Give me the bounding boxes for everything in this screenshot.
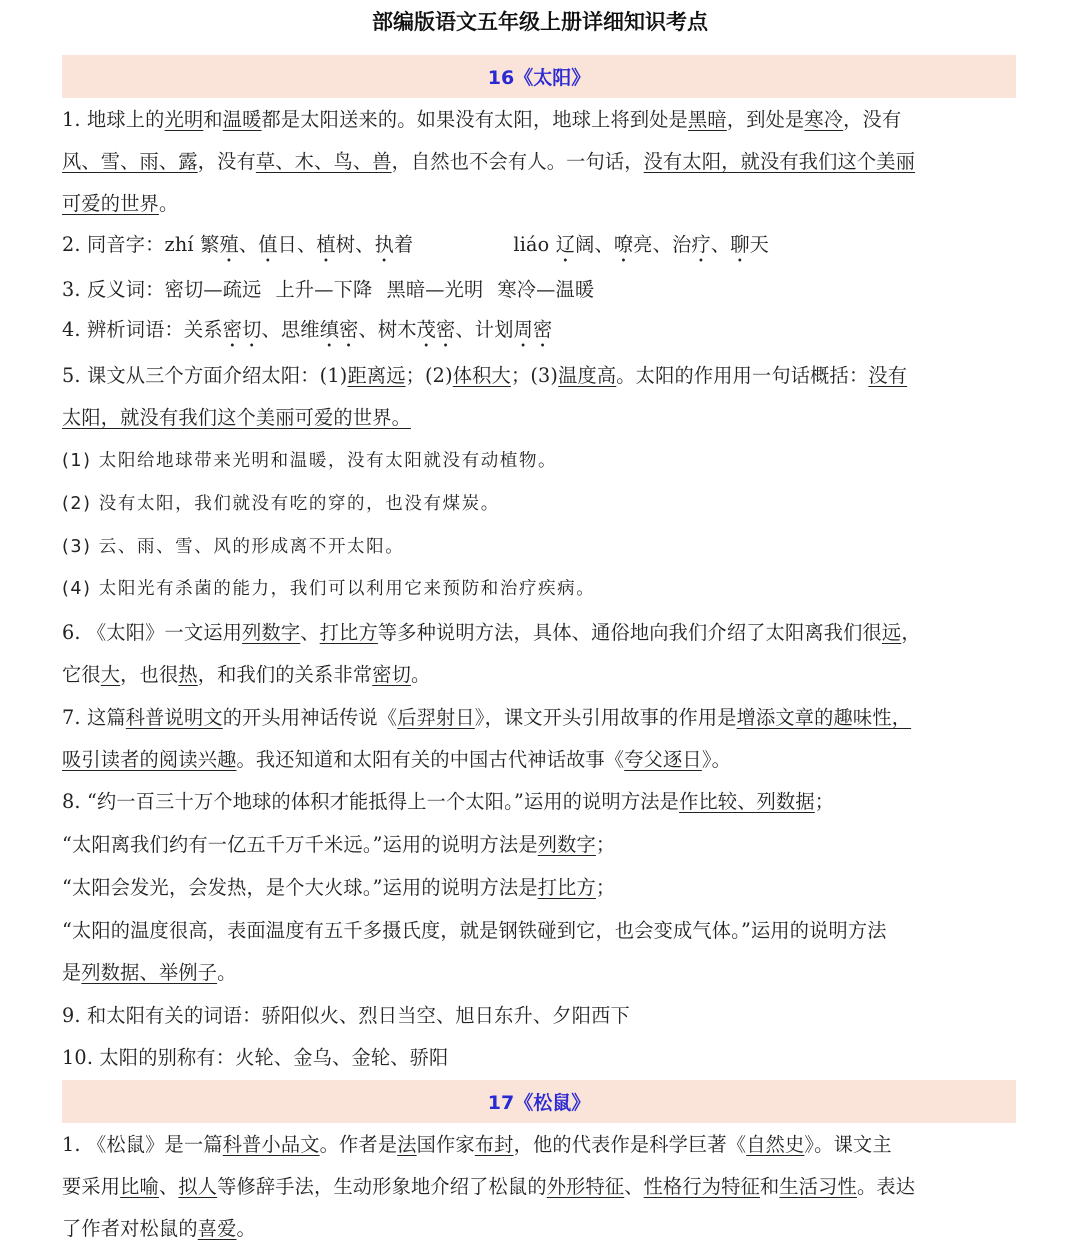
- antonym-pair: 黑暗—光明: [386, 278, 484, 301]
- text: 繁: [200, 233, 220, 256]
- text: 的开头用神话传说《: [222, 706, 398, 729]
- antonym-pair: 密切—疏远: [164, 278, 262, 301]
- item-6-line-2: [62, 661, 1022, 689]
- underlined-term: 黑暗: [688, 108, 727, 131]
- text: 着: [393, 233, 414, 256]
- underlined-term: 风、雪、雨、露: [62, 150, 198, 173]
- antonym-pair: 上升—下降: [275, 278, 373, 301]
- text: 。: [217, 961, 237, 984]
- underlined-term: 吸引读者的阅读兴趣: [62, 748, 237, 771]
- underlined-term: 后羿射日: [397, 706, 475, 729]
- text: 天: [749, 233, 770, 256]
- text: 7. 这篇: [62, 706, 126, 729]
- underlined-term: 热: [178, 663, 198, 686]
- underlined-term: 列数字: [537, 833, 596, 856]
- section-heading: 16《太阳》: [487, 67, 591, 89]
- item-5-sub-1: (1) 太阳给地球带来光明和温暖，没有太阳就没有动植物。: [62, 451, 558, 471]
- emphasized-char: 疗: [691, 233, 711, 256]
- item-8-line-2: [62, 831, 1022, 859]
- text: 2. 同音字：zhí: [62, 233, 201, 256]
- item-2-homophones: [62, 231, 1022, 267]
- text: “太阳会发光，会发热，是个大火球。”运用的说明方法是: [62, 876, 538, 899]
- underlined-term: 体积大: [452, 364, 511, 387]
- underlined-term: 法: [397, 1133, 417, 1156]
- underlined-term: 远: [881, 621, 902, 644]
- emphasized-word: 茂密: [416, 318, 456, 341]
- text: ，自然也不会有人。一句话，: [391, 150, 644, 173]
- text: ，到处是: [726, 108, 805, 131]
- text: 4. 辨析词语：: [62, 318, 184, 341]
- item-6-line-1: [62, 619, 1022, 647]
- item-1-line-2: [62, 148, 1022, 176]
- text: 。: [411, 663, 431, 686]
- underlined-term: 没有: [868, 364, 908, 387]
- item-5-sub-4: (4) 太阳光有杀菌的能力，我们可以利用它来预防和治疗疾病。: [62, 579, 596, 599]
- text: ，没有: [197, 150, 256, 173]
- item-10-sun-aliases: 10. 太阳的别称有：火轮、金乌、金轮、骄阳: [62, 1046, 449, 1069]
- underlined-term: 寒冷: [804, 108, 844, 131]
- section-header-17: [62, 1080, 1016, 1123]
- text: 等修辞手法，生动形象地介绍了松鼠的: [217, 1175, 547, 1198]
- text: 。: [236, 1217, 256, 1240]
- underlined-term: 可爱的世界: [62, 192, 159, 215]
- underlined-term: 增添文章的趣味性，: [736, 706, 912, 729]
- emphasized-char: 嘹: [613, 233, 634, 256]
- emphasized-word: 周密: [513, 318, 553, 341]
- emphasized-char: 执: [374, 233, 394, 256]
- emphasized-word: 缜密: [319, 318, 359, 341]
- text: 、: [238, 233, 259, 256]
- underlined-term: 列数字: [242, 621, 301, 644]
- item-5-line-1: [62, 362, 1022, 390]
- text: ，和我们的关系非常: [197, 663, 373, 686]
- emphasized-char: 殖: [219, 233, 239, 256]
- text: ；: [595, 833, 616, 856]
- text: ，也很: [120, 663, 179, 686]
- s17-item-1-line-1: [62, 1131, 1022, 1159]
- item-5-sub-2: (2) 没有太阳，我们就没有吃的穿的，也没有煤炭。: [62, 494, 500, 514]
- item-3-antonyms: [62, 276, 1022, 304]
- pinyin: liáo: [513, 233, 556, 256]
- item-4-word-analysis: [62, 316, 1022, 352]
- item-5-line-2: [62, 404, 1022, 432]
- text: 是: [62, 961, 82, 984]
- text: ；: [595, 876, 616, 899]
- text: 6. 《太阳》一文运用: [62, 621, 243, 644]
- text: 它很: [62, 663, 101, 686]
- underlined-term: 打比方: [537, 876, 596, 899]
- text: 、树木: [358, 318, 417, 341]
- s17-item-1-line-2: [62, 1173, 1022, 1201]
- text: 阔、: [575, 233, 614, 256]
- underlined-term: 列数据、举例子: [81, 961, 218, 984]
- item-8-line-3: [62, 874, 1022, 902]
- text: 等多种说明方法，具体、通俗地向我们介绍了太阳离我们很: [377, 621, 882, 644]
- underlined-term: 大: [100, 663, 121, 686]
- item-7-line-2: [62, 746, 1022, 774]
- text: ；(2): [405, 364, 453, 387]
- text: 。我还知道和太阳有关的中国古代神话故事《: [236, 748, 625, 771]
- document-title: 部编版语文五年级上册详细知识考点: [372, 9, 708, 34]
- underlined-term: 科普说明文: [125, 706, 223, 729]
- underlined-term: 比喻: [120, 1175, 159, 1198]
- text: ；: [814, 790, 835, 813]
- text: 。: [158, 192, 179, 215]
- text: 。作者是: [319, 1133, 398, 1156]
- item-5-sub-3: (3) 云、雨、雪、风的形成离不开太阳。: [62, 537, 405, 557]
- text: 、: [158, 1175, 179, 1198]
- underlined-term: 科普小品文: [222, 1133, 320, 1156]
- text: 》。: [701, 748, 731, 771]
- item-8-line-5: [62, 959, 1022, 987]
- underlined-term: 草、木、鸟、兽: [255, 150, 392, 173]
- text: 亮、治: [633, 233, 692, 256]
- text: 。表达: [856, 1175, 916, 1198]
- text: “太阳的温度很高，表面温度有五千多摄氏度，就是钢铁碰到它，也会变成气体。”运用的说明方法: [62, 919, 887, 942]
- text: ；(3): [510, 364, 559, 387]
- underlined-term: 布封: [474, 1133, 514, 1156]
- underlined-term: 夸父逐日: [624, 748, 702, 771]
- section-heading: 17《松鼠》: [487, 1092, 591, 1114]
- emphasized-char: 辽: [555, 233, 576, 256]
- underlined-term: 喜爱: [197, 1217, 237, 1240]
- text: ，他的代表作是科学巨著《: [513, 1133, 747, 1156]
- underlined-term: 距离远: [347, 364, 406, 387]
- text: 关系: [183, 318, 223, 341]
- text: 、: [624, 1175, 644, 1198]
- item-9-related-words: 9. 和太阳有关的词语：骄阳似火、烈日当空、旭日东升、夕阳西下: [62, 1004, 630, 1027]
- text: 和: [760, 1175, 780, 1198]
- text: ，没有: [843, 108, 902, 131]
- text: 树、: [335, 233, 375, 256]
- section-header-16: [62, 55, 1016, 98]
- emphasized-char: 植: [316, 233, 336, 256]
- text: 、: [710, 233, 731, 256]
- item-1-line-3: [62, 190, 1022, 218]
- s17-item-1-line-3: [62, 1215, 1022, 1243]
- emphasized-word: 密切: [222, 318, 262, 341]
- underlined-term: 光明: [164, 108, 204, 131]
- underlined-term: 打比方: [319, 621, 378, 644]
- underlined-term: 太阳，就没有我们这个美丽可爱的世界。: [62, 406, 411, 429]
- underlined-term: 外形特征: [546, 1175, 625, 1198]
- text: 5. 课文从三个方面介绍太阳：(1): [62, 364, 348, 387]
- underlined-term: 自然史: [746, 1133, 805, 1156]
- underlined-term: 密切: [372, 663, 412, 686]
- emphasized-char: 值: [258, 233, 278, 256]
- text: ，: [901, 621, 921, 644]
- text: 1. 《松鼠》是一篇: [62, 1133, 223, 1156]
- text: 8. “约一百三十万个地球的体积才能抵得上一个太阳。”运用的说明方法是: [62, 790, 680, 813]
- text: “太阳离我们约有一亿五千万千米远。”运用的说明方法是: [62, 833, 538, 856]
- text: 》。课文主: [804, 1133, 892, 1156]
- text: 3. 反义词：: [62, 278, 165, 301]
- text: 。太阳的作用用一句话概括：: [616, 364, 869, 387]
- underlined-term: 性格行为特征: [643, 1175, 760, 1198]
- text: 都是太阳送来的。如果没有太阳，地球上将到处是: [261, 108, 689, 131]
- text: 国作家: [416, 1133, 475, 1156]
- text: 了作者对松鼠的: [62, 1217, 198, 1240]
- text: 、: [300, 621, 320, 644]
- item-7-line-1: [62, 704, 1022, 732]
- underlined-term: 温暖: [222, 108, 262, 131]
- text: 日、: [277, 233, 317, 256]
- underlined-term: 温度高: [558, 364, 617, 387]
- text: 和: [203, 108, 223, 131]
- underlined-term: 拟人: [178, 1175, 218, 1198]
- underlined-term: 没有太阳，就没有我们这个美丽: [643, 150, 916, 173]
- antonym-pair: 寒冷—温暖: [497, 278, 595, 301]
- text: 、思维: [261, 318, 320, 341]
- text: 》，课文开头引用故事的作用是: [474, 706, 737, 729]
- text: 1. 地球上的: [62, 108, 165, 131]
- item-8-line-1: [62, 788, 1022, 816]
- text: 要采用: [62, 1175, 121, 1198]
- underlined-term: 生活习性: [779, 1175, 857, 1198]
- item-1-line-1: [62, 106, 1022, 134]
- emphasized-char: 聊: [730, 233, 750, 256]
- text: 、计划: [455, 318, 514, 341]
- underlined-term: 作比较、列数据: [679, 790, 815, 813]
- item-8-line-4: [62, 917, 1022, 945]
